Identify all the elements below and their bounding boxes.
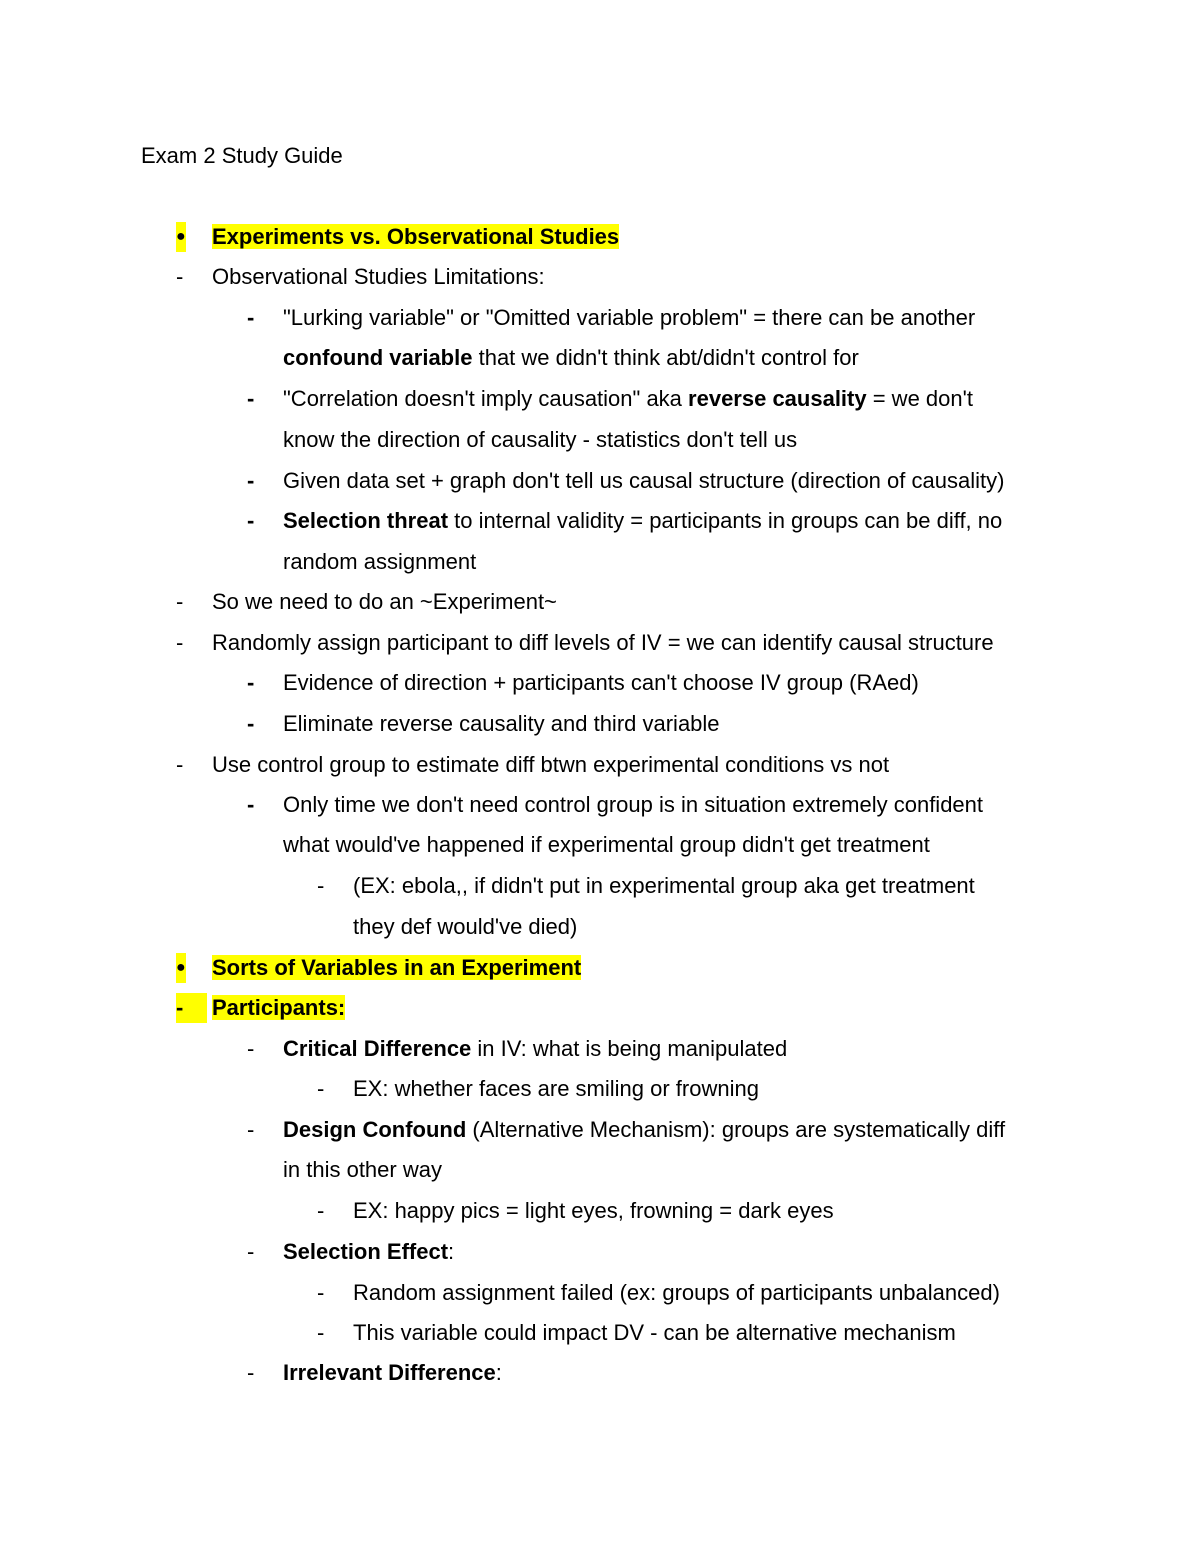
list-item-continuation: in this other way	[283, 1157, 442, 1182]
list-item: Irrelevant Difference:	[283, 1360, 502, 1385]
dash-marker: -	[247, 305, 255, 330]
bullet-marker: ●	[176, 953, 186, 983]
list-item-continuation: know the direction of causality - statistics don't tell us	[283, 427, 798, 452]
list-item: Use control group to estimate diff btwn experimental conditions vs not	[212, 752, 890, 777]
dash-marker: -	[247, 792, 255, 817]
dash-marker: -	[317, 1076, 325, 1101]
dash-marker: -	[317, 1198, 325, 1223]
dash-marker: -	[247, 1036, 255, 1061]
dash-marker: -	[176, 752, 184, 777]
dash-marker: -	[247, 1360, 255, 1385]
list-item: This variable could impact DV - can be alternative mechanism	[353, 1320, 956, 1345]
dash-marker: -	[176, 993, 207, 1023]
dash-marker: -	[247, 1239, 255, 1264]
dash-marker: -	[176, 630, 184, 655]
dash-marker: -	[317, 1320, 325, 1345]
participants-heading: Participants:	[212, 995, 346, 1020]
section-heading-experiments: Experiments vs. Observational Studies	[212, 224, 620, 249]
list-item-continuation: what would've happened if experimental group didn't get treatment	[283, 832, 930, 857]
bullet-marker: ●	[176, 222, 186, 252]
list-item: Design Confound (Alternative Mechanism): groups are systematically diff	[283, 1117, 1006, 1142]
list-item: Evidence of direction + participants can't choose IV group (RAed)	[283, 670, 919, 695]
list-item: Randomly assign participant to diff levels of IV = we can identify causal structure	[212, 630, 994, 655]
list-item: EX: happy pics = light eyes, frowning = dark eyes	[353, 1198, 834, 1223]
dash-marker: -	[247, 711, 255, 736]
dash-marker: -	[247, 1117, 255, 1142]
list-item-continuation: random assignment	[283, 549, 477, 574]
list-item: Selection threat to internal validity = participants in groups can be diff, no	[283, 508, 1003, 533]
dash-marker: -	[247, 670, 255, 695]
list-item: Observational Studies Limitations:	[212, 264, 545, 289]
list-item: Given data set + graph don't tell us causal structure (direction of causality)	[283, 468, 1005, 493]
dash-marker: -	[176, 264, 184, 289]
dash-marker: -	[247, 386, 255, 411]
dash-marker: -	[317, 873, 325, 898]
dash-marker: -	[247, 508, 255, 533]
list-item: Selection Effect:	[283, 1239, 455, 1264]
list-item: Random assignment failed (ex: groups of participants unbalanced)	[353, 1280, 1000, 1305]
list-item: Critical Difference in IV: what is being manipulated	[283, 1036, 788, 1061]
dash-marker: -	[317, 1280, 325, 1305]
list-item: Only time we don't need control group is in situation extremely confident	[283, 792, 984, 817]
list-item-continuation: they def would've died)	[353, 914, 578, 939]
dash-marker: -	[247, 468, 255, 493]
document-title: Exam 2 Study Guide	[141, 143, 343, 168]
list-item: So we need to do an ~Experiment~	[212, 589, 557, 614]
list-item-continuation: confound variable that we didn't think abt/didn't control for	[283, 345, 859, 370]
dash-marker: -	[176, 589, 184, 614]
list-item: Eliminate reverse causality and third variable	[283, 711, 720, 736]
list-item: "Correlation doesn't imply causation" aka reverse causality = we don't	[283, 386, 973, 411]
section-heading-variables: Sorts of Variables in an Experiment	[212, 955, 582, 980]
list-item: (EX: ebola,, if didn't put in experimental group aka get treatment	[353, 873, 975, 898]
list-item: "Lurking variable" or "Omitted variable problem" = there can be another	[283, 305, 976, 330]
list-item: EX: whether faces are smiling or frowning	[353, 1076, 759, 1101]
